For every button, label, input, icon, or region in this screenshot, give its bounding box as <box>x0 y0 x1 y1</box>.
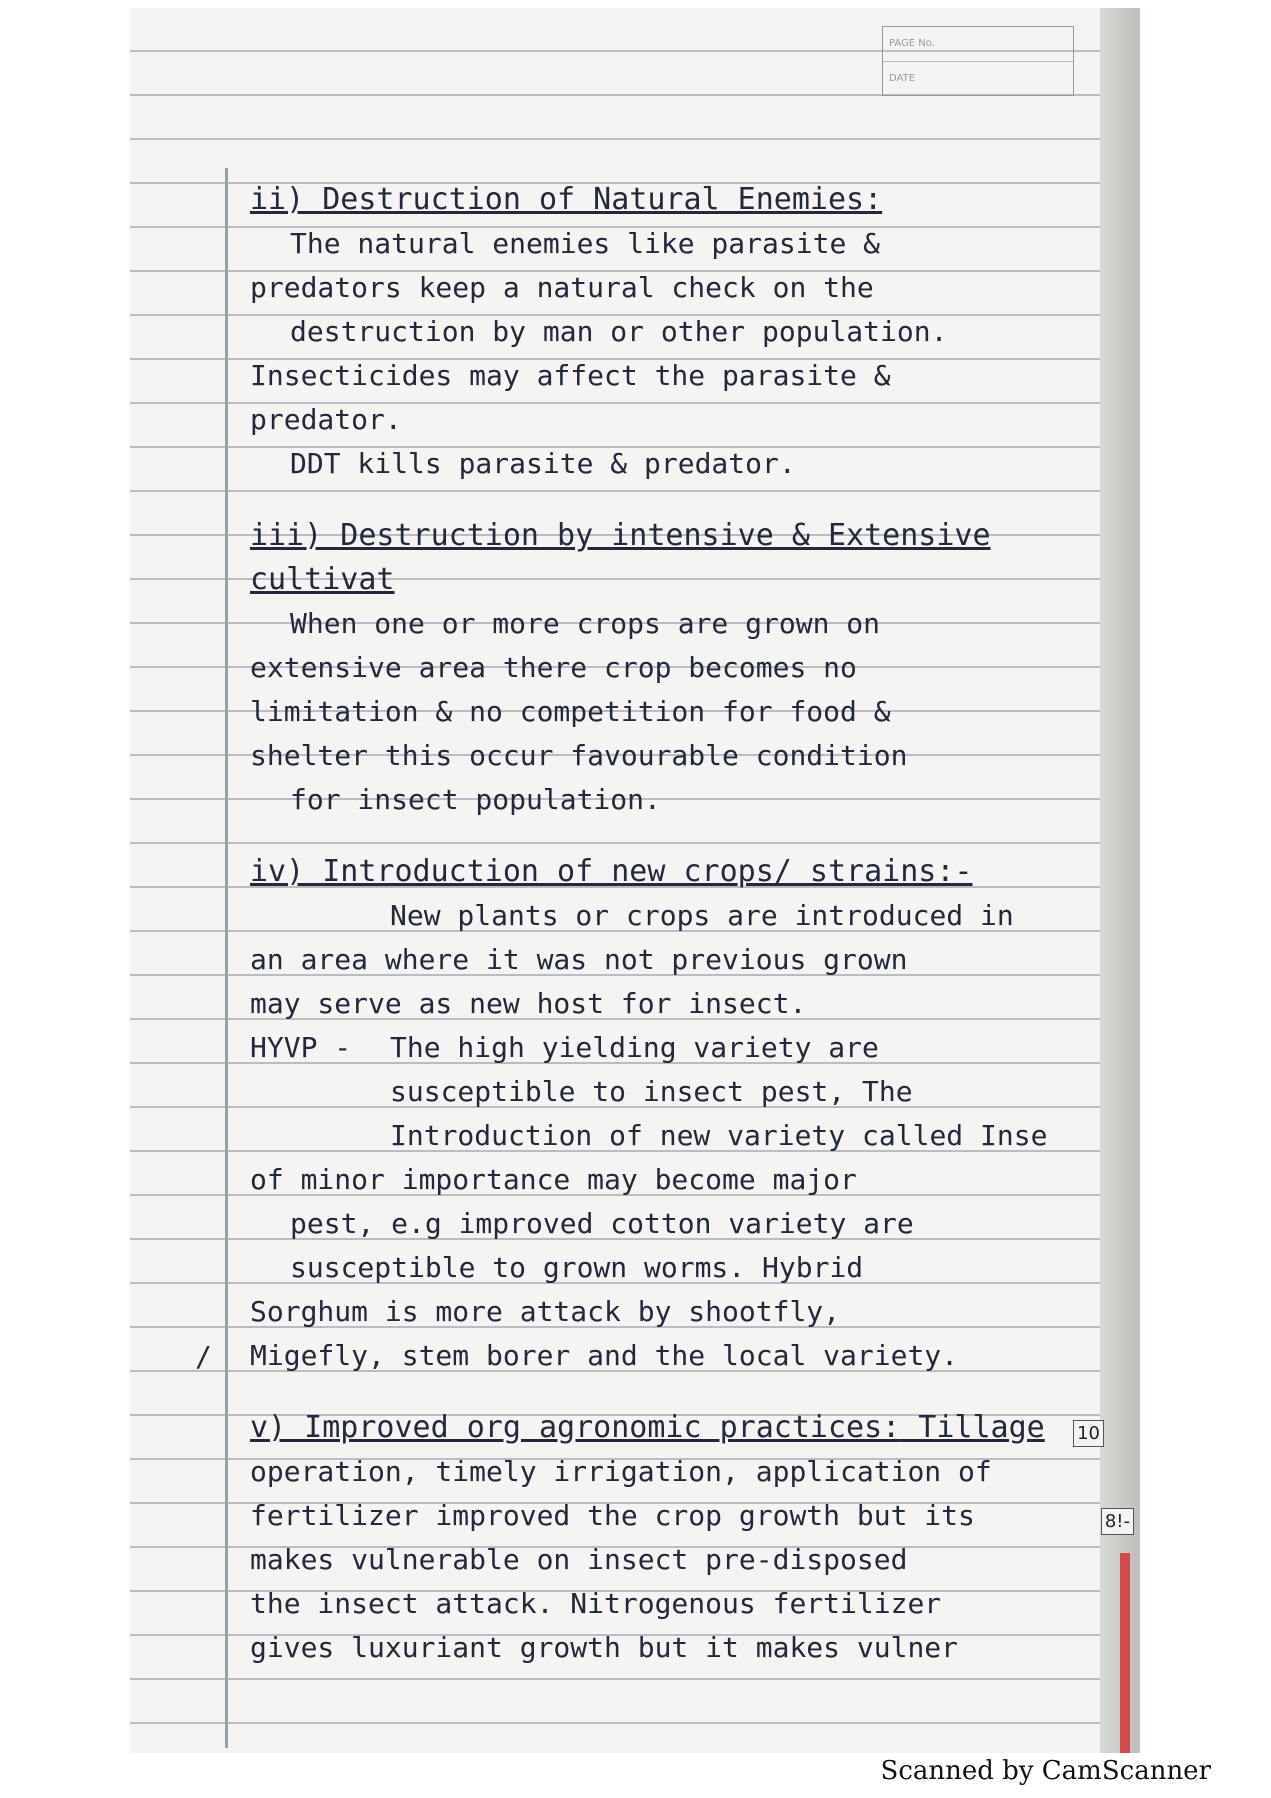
text-line: predator. <box>250 403 402 436</box>
section-agronomic-practices <box>250 1406 1090 1670</box>
text-line: for insect population. <box>290 783 661 816</box>
text-line: may serve as new host for insect. <box>250 987 807 1020</box>
text-line: When one or more crops are grown on <box>290 607 881 640</box>
text-line: fertilizer improved the crop growth but its <box>250 1499 975 1532</box>
section-heading: ii) Destruction of Natural Enemies: <box>250 182 883 217</box>
section-intensive-cultivation <box>250 514 1090 822</box>
text-line: pest, e.g improved cotton variety are <box>290 1207 914 1240</box>
page-red-edge <box>1120 1553 1130 1753</box>
text-line: extensive area there crop becomes no <box>250 651 857 684</box>
scanner-watermark: Scanned by CamScanner <box>880 1756 1211 1786</box>
text-line: The high yielding variety are <box>390 1031 879 1064</box>
text-line: predators keep a natural check on the <box>250 271 874 304</box>
text-line: Introduction of new variety called Inse <box>390 1119 1048 1152</box>
edge-note: 8!- <box>1101 1508 1134 1535</box>
edge-note: 10 <box>1073 1420 1104 1447</box>
text-line: shelter this occur favourable condition <box>250 739 908 772</box>
text-line: limitation & no competition for food & <box>250 695 891 728</box>
notebook-page <box>130 8 1140 1753</box>
text-line: operation, timely irrigation, application of <box>250 1455 992 1488</box>
section-natural-enemies <box>250 178 1090 486</box>
heading-text: v) Improved org agronomic practices: <box>250 1410 901 1445</box>
text-line: destruction by man or other population. <box>290 315 948 348</box>
text-line: gives luxuriant growth but it makes vulner <box>250 1631 959 1664</box>
margin-mark: / <box>195 1340 212 1373</box>
section-heading: iv) Introduction of new crops/ strains:- <box>250 854 973 889</box>
margin-line <box>225 168 228 1748</box>
text-line: susceptible to grown worms. Hybrid <box>290 1251 864 1284</box>
hyvp-block <box>250 1026 1090 1070</box>
page-number-label: PAGE No. <box>883 27 1073 62</box>
date-label: DATE <box>889 73 916 84</box>
text-line: of minor importance may become major <box>250 1163 857 1196</box>
text-line: Insecticides may affect the parasite & <box>250 359 891 392</box>
text-line: susceptible to insect pest, The <box>390 1075 913 1108</box>
text-line: the insect attack. Nitrogenous fertilizer <box>250 1587 942 1620</box>
text-line: Sorghum is more attack by shootfly, <box>250 1295 841 1328</box>
text-line: makes vulnerable on insect pre-disposed <box>250 1543 908 1576</box>
text-line: New plants or crops are introduced in <box>390 899 1014 932</box>
heading-tail: Tillage <box>900 1410 1045 1445</box>
section-new-crops <box>250 850 1090 1378</box>
text-line: Migefly, stem borer and the local variety. <box>250 1339 959 1372</box>
text-line: The natural enemies like parasite & <box>290 227 881 260</box>
section-heading: iii) Destruction by intensive & Extensive cultivat <box>250 518 991 597</box>
page-edge <box>1100 8 1140 1753</box>
hyvp-label: HYVP - <box>250 1031 352 1064</box>
text-line: an area where it was not previous grown <box>250 943 908 976</box>
date-box <box>882 26 1074 96</box>
notes-content <box>250 178 1090 1698</box>
text-line: DDT kills parasite & predator. <box>290 447 796 480</box>
section-heading <box>250 1406 1090 1450</box>
